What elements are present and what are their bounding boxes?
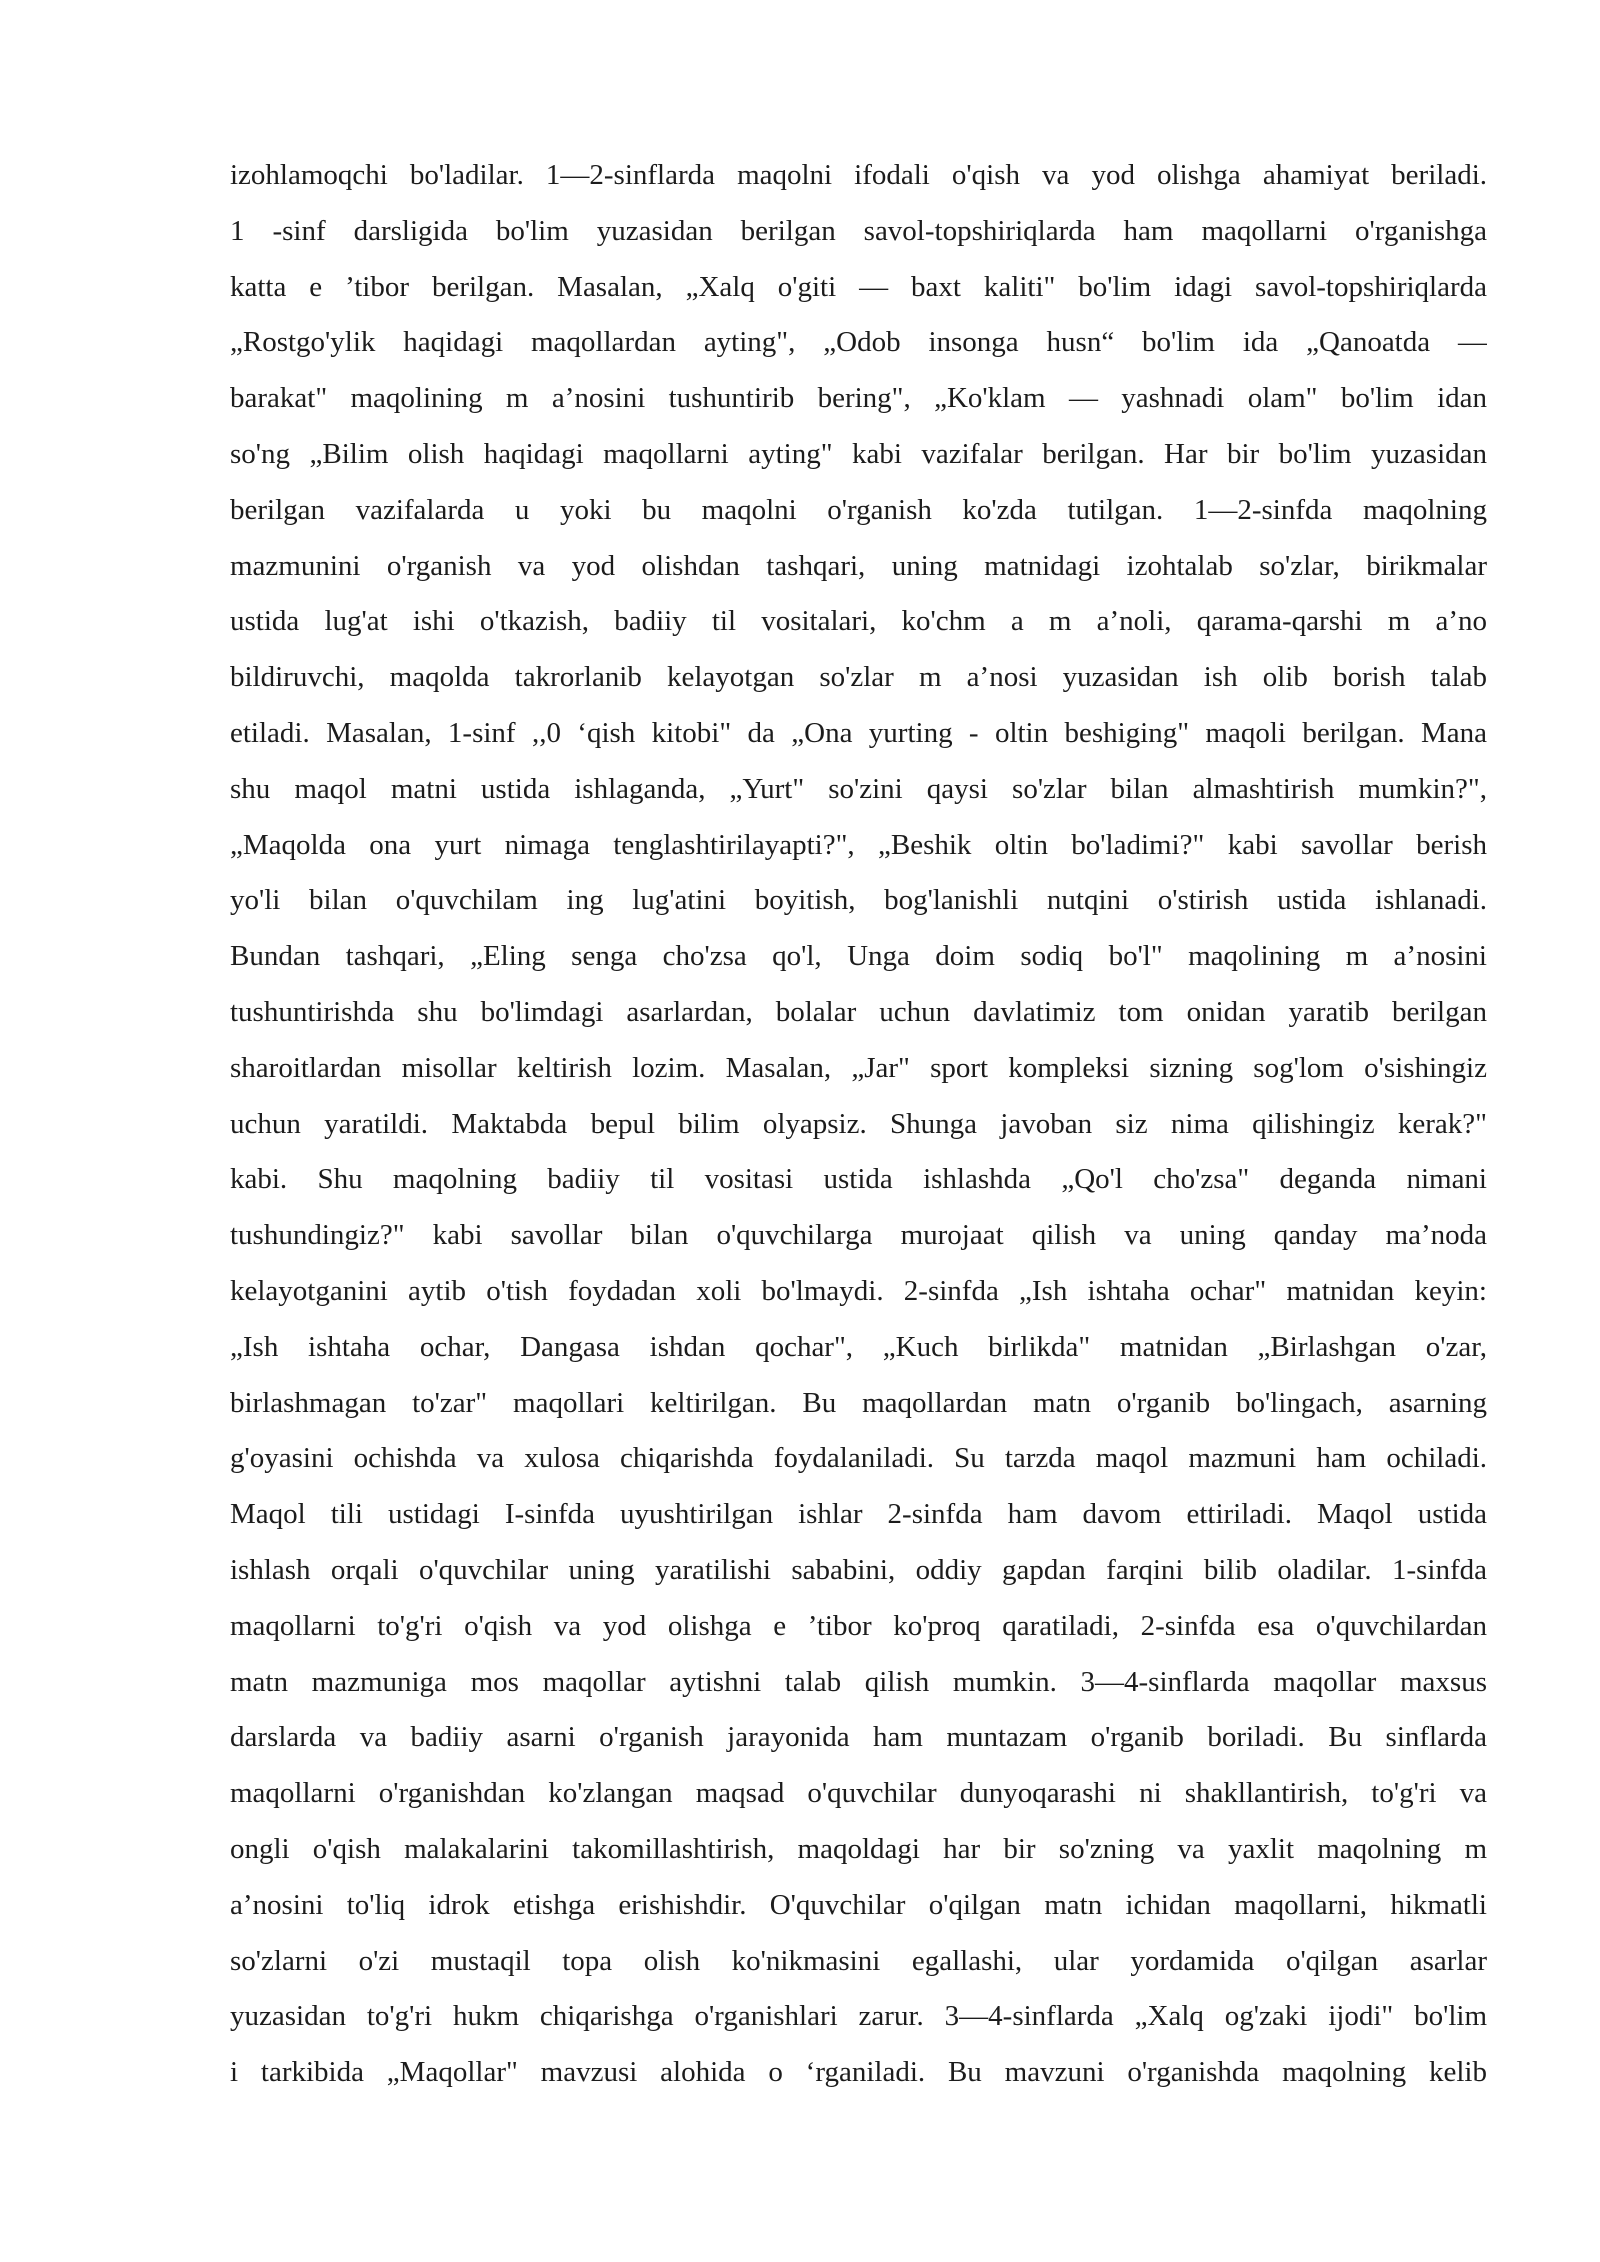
text-line: bildiruvchi, maqolda takrorlanib kelayotgan so'zlar m a’nosi yuzasidan ish olib borish talab <box>230 661 1487 694</box>
text-line: so'zlarni o'zi mustaqil topa olish ko'nikmasini egallashi, ular yordamida o'qilgan asarlar <box>230 1944 1487 1977</box>
text-line: i tarkibida „Maqollar" mavzusi alohida o ‘rganiladi. Bu mavzuni o'rganishda maqolning kelib <box>230 2056 1487 2089</box>
text-line: shu maqol matni ustida ishlaganda, „Yurt" so'zini qaysi so'zlar bilan almashtirish mumkin?", <box>230 772 1487 805</box>
text-line: tushundingiz?" kabi savollar bilan o'quvchilarga murojaat qilish va uning qanday ma’noda <box>230 1219 1487 1252</box>
text-line: a’nosini to'liq idrok etishga erishishdir. O'quvchilar o'qilgan matn ichidan maqollarni, hikmatli <box>230 1888 1487 1921</box>
text-line: ongli o'qish malakalarini takomillashtirish, maqoldagi har bir so'zning va yaxlit maqolning m <box>230 1832 1487 1865</box>
text-line: izohlamoqchi bo'ladilar. 1—2-sinflarda maqolni ifodali o'qish va yod olishga ahamiyat beriladi. <box>230 159 1487 191</box>
text-line: sharoitlardan misollar keltirish lozim. Masalan, „Jar" sport kompleksi sizning sog'lom o'sishingiz <box>230 1051 1487 1084</box>
text-line: Maqol tili ustidagi I-sinfda uyushtirilgan ishlar 2-sinfda ham davom ettiriladi. Maqol ustida <box>230 1498 1487 1531</box>
text-line: maqollarni o'rganishdan ko'zlangan maqsad o'quvchilar dunyoqarashi ni shakllantirish, to'g'ri va <box>230 1777 1487 1810</box>
text-line: yuzasidan to'g'ri hukm chiqarishga o'rganishlari zarur. 3—4-sinflarda „Xalq og'zaki ijodi" bo'lim <box>230 2000 1487 2033</box>
text-line: kelayotganini aytib o'tish foydadan xoli bo'lmaydi. 2-sinfda „Ish ishtaha ochar" matnidan keyin: <box>230 1274 1487 1307</box>
text-line: berilgan vazifalarda u yoki bu maqolni o'rganish ko'zda tutilgan. 1—2-sinfda maqolning <box>230 493 1487 526</box>
text-line: so'ng „Bilim olish haqidagi maqollarni ayting" kabi vazifalar berilgan. Har bir bo'lim yuzasidan <box>230 437 1487 470</box>
text-line: darslarda va badiiy asarni o'rganish jarayonida ham muntazam o'rganib boriladi. Bu sinflarda <box>230 1721 1487 1754</box>
text-line: 1 -sinf darsligida bo'lim yuzasidan berilgan savol-topshiriqlarda ham maqollarni o'rganishga <box>230 214 1487 247</box>
text-line: ustida lug'at ishi o'tkazish, badiiy til vositalari, ko'chm a m a’noli, qarama-qarshi m a’no <box>230 605 1487 638</box>
body-text <box>230 148 1487 2101</box>
text-line: uchun yaratildi. Maktabda bepul bilim olyapsiz. Shunga javoban siz nima qilishingiz kerak?" <box>230 1107 1487 1140</box>
text-line: birlashmagan to'zar" maqollari keltirilgan. Bu maqollardan matn o'rganib bo'lingach, asarning <box>230 1386 1487 1419</box>
text-line: g'oyasini ochishda va xulosa chiqarishda foydalaniladi. Su tarzda maqol mazmuni ham ochiladi. <box>230 1442 1487 1475</box>
text-line: katta e ’tibor berilgan. Masalan, „Xalq o'giti — baxt kaliti" bo'lim idagi savol-topshiriqlarda <box>230 270 1487 303</box>
text-line: etiladi. Masalan, 1-sinf ,,0 ‘qish kitobi" da „Ona yurting - oltin beshiging" maqoli berilgan. Mana <box>230 716 1487 749</box>
text-line: maqollarni to'g'ri o'qish va yod olishga e ’tibor ko'proq qaratiladi, 2-sinfda esa o'quvchilardan <box>230 1609 1487 1642</box>
text-line: „Rostgo'ylik haqidagi maqollardan ayting", „Odob insonga husn“ bo'lim ida „Qanoatda — <box>230 326 1487 359</box>
text-line: kabi. Shu maqolning badiiy til vositasi ustida ishlashda „Qo'l cho'zsa" deganda nimani <box>230 1163 1487 1196</box>
text-line: „Maqolda ona yurt nimaga tenglashtirilayapti?", „Beshik oltin bo'ladimi?" kabi savollar berish <box>230 828 1487 861</box>
text-line: matn mazmuniga mos maqollar aytishni talab qilish mumkin. 3—4-sinflarda maqollar maxsus <box>230 1665 1487 1698</box>
text-line: tushuntirishda shu bo'limdagi asarlardan, bolalar uchun davlatimiz tom onidan yaratib berilgan <box>230 995 1487 1028</box>
text-line: Bundan tashqari, „Eling senga cho'zsa qo'l, Unga doim sodiq bo'l" maqolining m a’nosini <box>230 940 1487 973</box>
text-line: mazmunini o'rganish va yod olishdan tashqari, uning matnidagi izohtalab so'zlar, birikmalar <box>230 549 1487 582</box>
text-line: ishlash orqali o'quvchilar uning yaratilishi sababini, oddiy gapdan farqini bilib oladilar. 1-sinfda <box>230 1553 1487 1586</box>
text-line: yo'li bilan o'quvchilam ing lug'atini boyitish, bog'lanishli nutqini o'stirish ustida ishlanadi. <box>230 884 1487 917</box>
text-line: barakat" maqolining m a’nosini tushuntirib bering", „Ko'klam — yashnadi olam" bo'lim idan <box>230 382 1487 415</box>
text-line: „Ish ishtaha ochar, Dangasa ishdan qochar", „Kuch birlikda" matnidan „Birlashgan o'zar, <box>230 1330 1487 1363</box>
